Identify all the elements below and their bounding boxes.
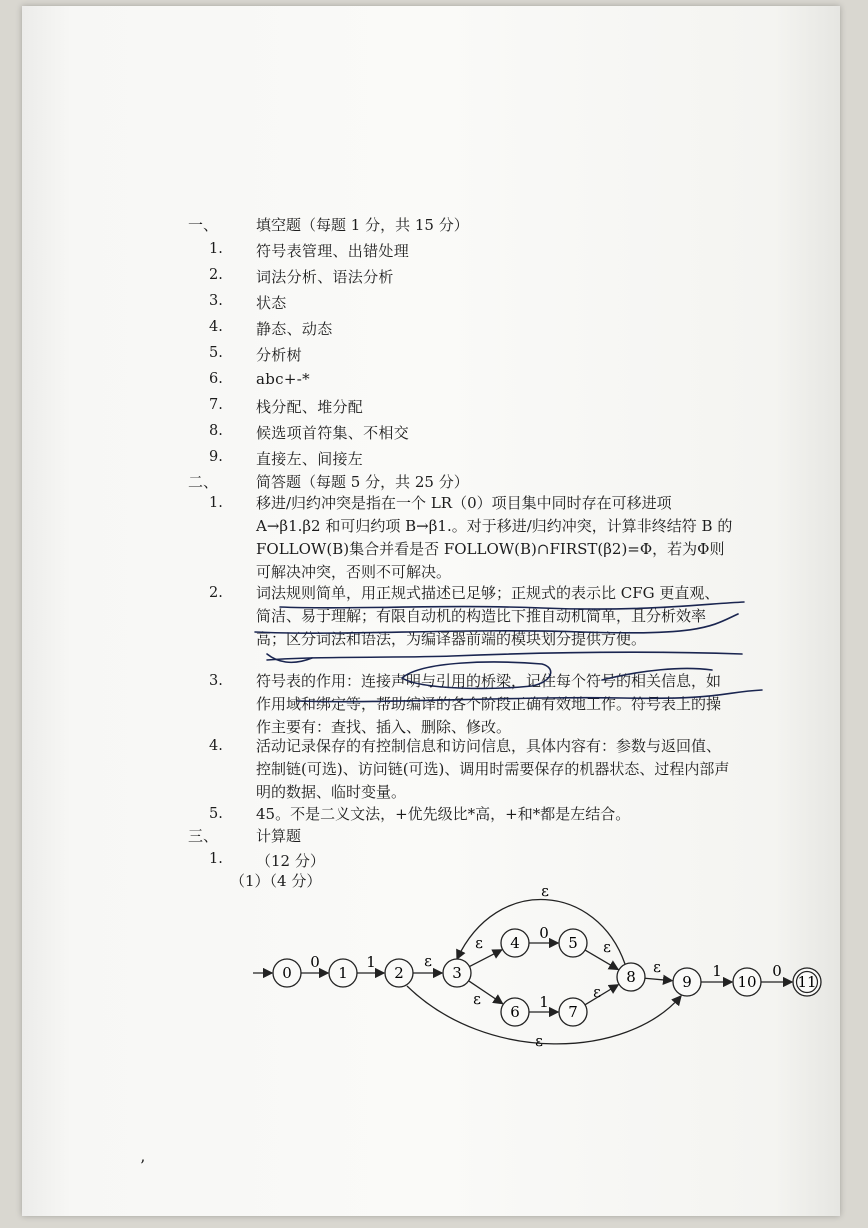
s2-item-text: 词法规则简单，用正规式描述已足够；正规式的表示比 CFG 更直观、简洁、易于理解；有限自动机的构造比下推自动机简单，且分析效率高；区分词法和语法，为编译器前端的模块划分提供方便。 xyxy=(256,584,720,648)
q1-sub-part: （1）（4 分） xyxy=(230,872,322,890)
nfa-state-label: 0 xyxy=(282,964,292,982)
nfa-edge-label: ε xyxy=(475,934,483,952)
nfa-edge-label: ε xyxy=(424,952,432,970)
nfa-state-label: 6 xyxy=(510,1003,520,1021)
nfa-edge xyxy=(469,950,501,967)
nfa-state-label: 1 xyxy=(338,964,348,982)
nfa-edge-label: 0 xyxy=(539,924,549,942)
s1-item-text: 栈分配、堆分配 xyxy=(256,398,364,416)
s1-item-num: 2. xyxy=(209,267,223,283)
s1-item-num: 3. xyxy=(209,293,223,309)
nfa-state-label: 10 xyxy=(737,973,757,991)
nfa-diagram xyxy=(247,874,827,1064)
nfa-state-label: 3 xyxy=(452,964,462,982)
s1-item-num: 4. xyxy=(209,319,223,335)
s2-item-num: 2. xyxy=(209,585,223,601)
nfa-state-label: 2 xyxy=(394,964,404,982)
s2-item-num: 1. xyxy=(209,495,223,511)
s1-item-text: 状态 xyxy=(256,294,287,312)
nfa-state-label: 7 xyxy=(568,1003,578,1021)
q1-points: （12 分） xyxy=(256,852,325,870)
section1-marker: 一、 xyxy=(188,216,219,234)
nfa-state-label: 5 xyxy=(568,934,578,952)
s1-item-text: abc+-* xyxy=(256,370,310,388)
section3-marker: 三、 xyxy=(188,827,219,845)
nfa-edge-label: 0 xyxy=(772,962,782,980)
q1-number: 1. xyxy=(209,851,223,867)
nfa-state-label: 8 xyxy=(626,968,636,986)
nfa-edge xyxy=(585,985,618,1005)
s2-item-text: 符号表的作用：连接声明与引用的桥梁，记住每个符号的相关信息，如作用域和绑定等，帮助编译的各个阶段正确有效地工作。符号表上的操作主要有：查找、插入、删除、修改。 xyxy=(256,672,722,736)
nfa-edge-label: ε xyxy=(541,882,549,900)
nfa-edge-label: ε xyxy=(593,983,601,1001)
s1-item-text: 符号表管理、出错处理 xyxy=(256,242,410,260)
section3-title: 计算题 xyxy=(256,827,302,845)
section2-title: 简答题（每题 5 分，共 25 分） xyxy=(256,473,469,491)
s1-item-num: 8. xyxy=(209,423,223,439)
s1-item-text: 候选项首符集、不相交 xyxy=(256,424,410,442)
s1-item-text: 分析树 xyxy=(256,346,302,364)
s1-item-text: 静态、动态 xyxy=(256,320,333,338)
nfa-edge-label: ε xyxy=(603,938,611,956)
section2-marker: 二、 xyxy=(188,473,219,491)
s1-item-num: 6. xyxy=(209,371,223,387)
s2-item-text: 活动记录保存的有控制信息和访问信息，具体内容有：参数与返回值、控制链(可选)、访问链(可选)、调用时需要保存的机器状态、过程内部声明的数据、临时变量。 xyxy=(256,737,730,801)
nfa-edge xyxy=(645,978,672,980)
s1-item-num: 9. xyxy=(209,449,223,465)
nfa-state-label: 11 xyxy=(797,973,817,991)
nfa-edge-label: 1 xyxy=(539,993,549,1011)
s1-item-text: 词法分析、语法分析 xyxy=(256,268,394,286)
s1-item-num: 7. xyxy=(209,397,223,413)
s2-item-text: 45。不是二义文法，+优先级比*高，+和*都是左结合。 xyxy=(256,805,631,823)
s2-item-text: 移进/归约冲突是指在一个 LR（0）项目集中同时存在可移进项 A→β1.β2 和可归约项 B→β1.。对于移进/归约冲突，计算非终结符 B 的 FOLLOW(B)集合并看是否 FOLLOW(B)∩FIRST(β2)=Φ，若为Φ则可解决冲突，否则不可解决。 xyxy=(256,494,733,581)
s1-item-num: 1. xyxy=(209,241,223,257)
s2-item-num: 4. xyxy=(209,738,223,754)
nfa-state-label: 9 xyxy=(682,973,692,991)
nfa-edge-label: 1 xyxy=(366,953,376,971)
s1-item-num: 5. xyxy=(209,345,223,361)
s2-item-num: 5. xyxy=(209,806,223,822)
page-mark: ’ xyxy=(140,1156,146,1175)
exam-answer-page xyxy=(22,6,840,1216)
nfa-edge-label: 0 xyxy=(310,953,320,971)
nfa-edge-label: ε xyxy=(473,990,481,1008)
nfa-edge-label: ε xyxy=(535,1032,543,1050)
nfa-edge-label: ε xyxy=(653,958,661,976)
nfa-state-label: 4 xyxy=(510,934,520,952)
nfa-edge xyxy=(585,950,618,969)
section1-title: 填空题（每题 1 分，共 15 分） xyxy=(256,216,469,234)
s2-item-num: 3. xyxy=(209,673,223,689)
s1-item-text: 直接左、间接左 xyxy=(256,450,364,468)
nfa-edge-label: 1 xyxy=(712,962,722,980)
